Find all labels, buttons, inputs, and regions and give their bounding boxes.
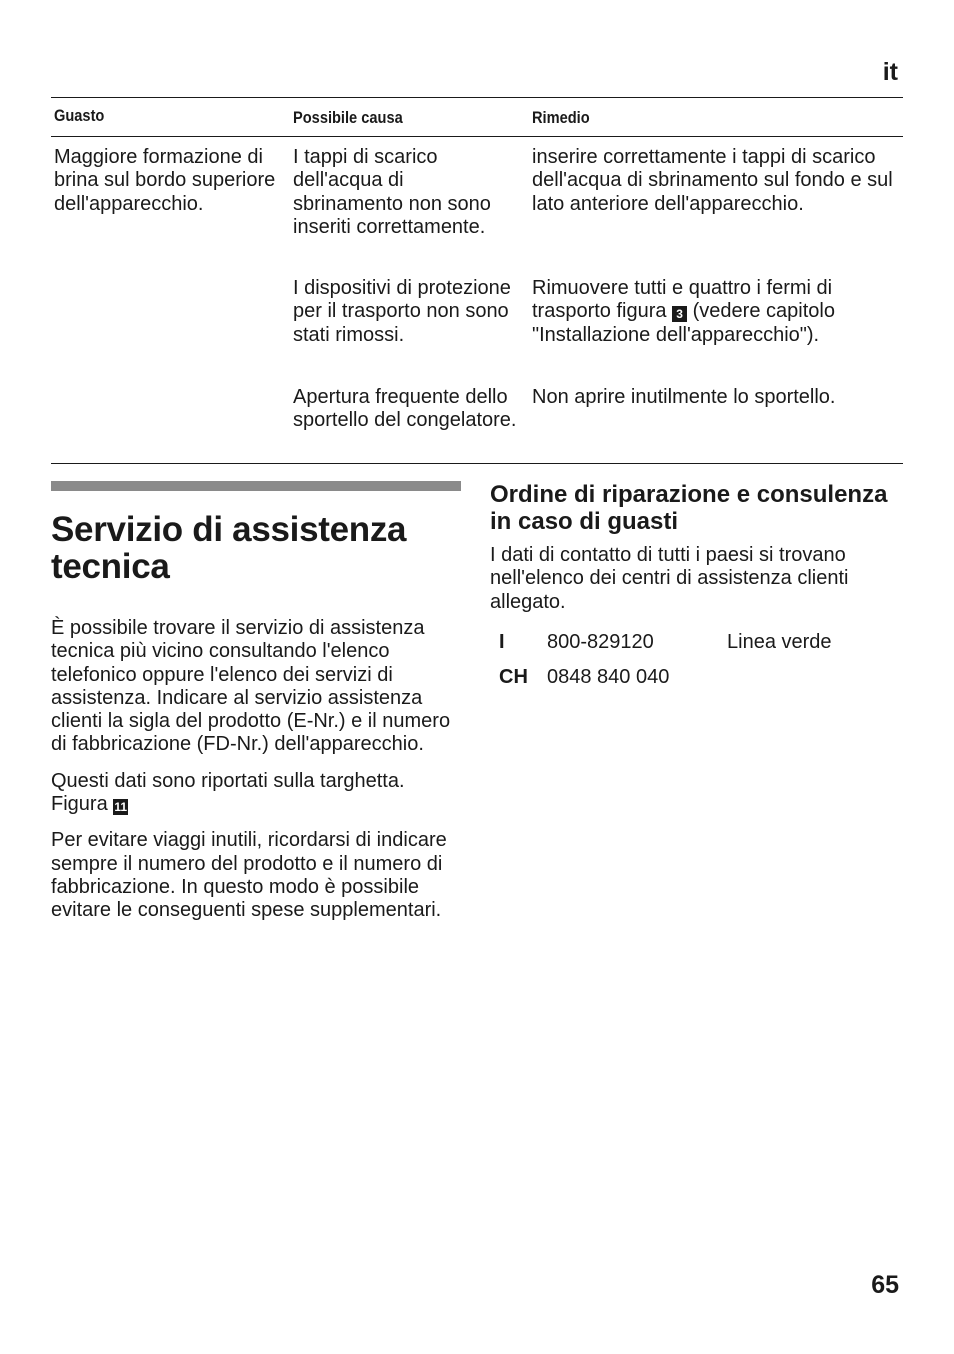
service-paragraph-2 bbox=[51, 770, 461, 817]
service-paragraph-3: Per evitare viaggi inutili, ricordarsi di indicare sempre il numero del prodotto e il numero di fabbricazione. In questo modo è possibile evitare le conseguenti spese supplementari. bbox=[51, 829, 447, 922]
language-code: it bbox=[882, 58, 898, 86]
phone-number: 0848 840 040 bbox=[547, 666, 670, 688]
remedy-cell-2 bbox=[532, 277, 902, 347]
section-title: Servizio di assistenza tecnica bbox=[51, 510, 407, 586]
section-rule bbox=[51, 481, 461, 491]
paragraph-text: Questi dati sono riportati sulla targhetta. Figura bbox=[51, 769, 405, 816]
subsection-title: Ordine di riparazione e consulenza in caso di guasti bbox=[490, 481, 888, 535]
repair-paragraph: I dati di contatto di tutti i paesi si trovano nell'elenco dei centri di assistenza clienti allegato. bbox=[490, 544, 849, 613]
page-number: 65 bbox=[871, 1271, 899, 1299]
phone-number: 800-829120 bbox=[547, 631, 654, 653]
remedy-cell-1: inserire correttamente i tappi di scarico dell'acqua di sbrinamento sul fondo e sul lato anteriore dell'apparecchio. bbox=[532, 146, 893, 215]
header-cause: Possibile causa bbox=[293, 108, 403, 127]
contact-note: Linea verde bbox=[727, 631, 832, 653]
fault-cell: Maggiore formazione di brina sul bordo superiore dell'apparecchio. bbox=[54, 146, 276, 215]
contact-row bbox=[490, 666, 904, 701]
service-section bbox=[51, 481, 461, 923]
cause-cell-3: Apertura frequente dello sportello del congelatore. bbox=[293, 386, 517, 432]
contact-list bbox=[490, 631, 904, 701]
remedy-cell-3: Non aprire inutilmente lo sportello. bbox=[532, 386, 836, 408]
country-code: CH bbox=[499, 666, 528, 688]
country-code: I bbox=[499, 631, 505, 653]
header-remedy: Rimedio bbox=[532, 108, 590, 127]
troubleshooting-table bbox=[51, 97, 903, 464]
remedy-text-cont: (vedere capitolo "Installazione dell'apparecchio"). bbox=[532, 300, 835, 346]
contact-row bbox=[490, 631, 904, 666]
cause-cell-2: I dispositivi di protezione per il trasporto non sono stati rimossi. bbox=[293, 277, 511, 346]
table-body bbox=[51, 137, 903, 464]
figure-reference-icon: 3 bbox=[672, 306, 687, 322]
table-header bbox=[51, 98, 903, 137]
cause-cell-1: I tappi di scarico dell'acqua di sbrinamento non sono inseriti correttamente. bbox=[293, 146, 491, 238]
service-paragraph-1: È possibile trovare il servizio di assistenza tecnica più vicino consultando l'elenco telefonico oppure l'elenco dei servizi di assistenza. Indicare al servizio assistenza clienti la sigla del prodotto (E-Nr.) e il numero di fabbricazione (FD-Nr.) dell'apparecchio. bbox=[51, 617, 451, 756]
remedy-text: Rimuovere tutti e quattro i fermi di trasporto figura bbox=[532, 277, 833, 323]
header-fault: Guasto bbox=[54, 106, 105, 125]
figure-reference-icon: 11 bbox=[114, 800, 128, 815]
repair-section bbox=[490, 481, 904, 688]
